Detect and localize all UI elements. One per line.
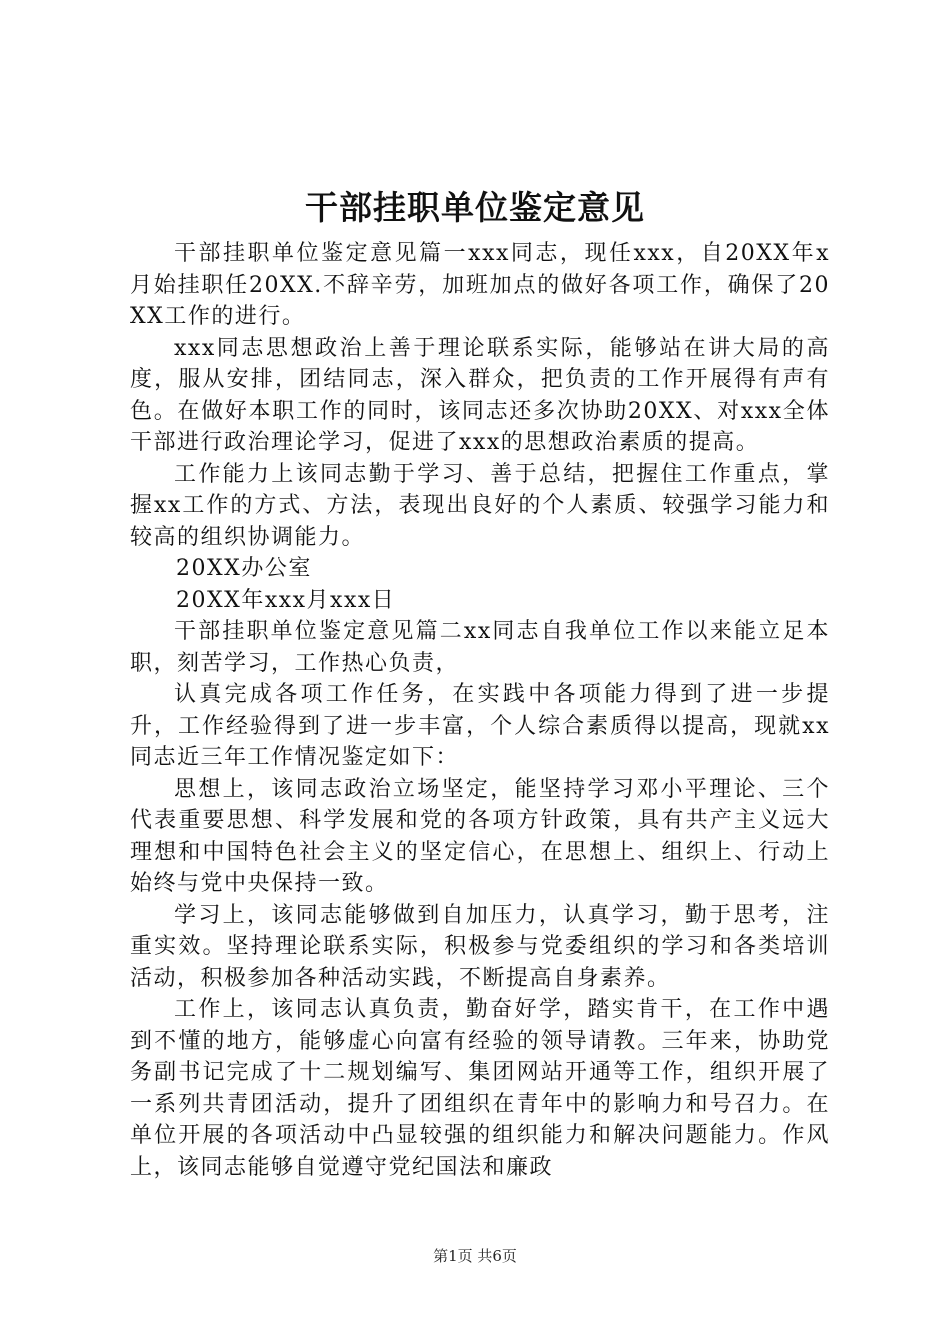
page-number-footer: 第1页 共6页: [433, 1247, 517, 1265]
paragraph-study: 学习上，该同志能够做到自加压力，认真学习，勤于思考，注重实效。坚持理论联系实际，积极参与党委组织的学习和各类培训活动，积极参加各种活动实践，不断提高自身素养。: [130, 902, 830, 991]
paragraph-intro-part-one: 干部挂职单位鉴定意见篇一xxx同志，现任xxx，自20XX年x月始挂职任20XX.不辞辛劳，加班加点的做好各项工作，确保了20XX工作的进行。: [130, 241, 830, 329]
paragraph-overview: 认真完成各项工作任务，在实践中各项能力得到了进一步提升，工作经验得到了进一步丰富，个人综合素质得以提高，现就xx同志近三年工作情况鉴定如下：: [130, 682, 830, 770]
paragraph-work-ability: 工作能力上该同志勤于学习、善于总结，把握住工作重点，掌握xx工作的方式、方法，表现出良好的个人素质、较强学习能力和较高的组织协调能力。: [130, 461, 830, 550]
signature-date: 20XX年xxx月xxx日: [176, 587, 396, 613]
paragraph-ideology: 思想上，该同志政治立场坚定，能坚持学习邓小平理论、三个代表重要思想、科学发展和党的各项方针政策，具有共产主义远大理想和中国特色社会主义的坚定信心，在思想上、组织上、行动上始终与党中央保持一致。: [130, 776, 830, 896]
paragraph-political-thought: xxx同志思想政治上善于理论联系实际，能够站在讲大局的高度，服从安排，团结同志，深入群众，把负责的工作开展得有声有色。在做好本职工作的同时，该同志还多次协助20XX、对xxx全体干部进行政治理论学习，促进了xxx的思想政治素质的提高。: [130, 335, 830, 455]
paragraph-intro-part-two: 干部挂职单位鉴定意见篇二xx同志自我单位工作以来能立足本职，刻苦学习，工作热心负责，: [130, 619, 830, 676]
signature-office: 20XX办公室: [176, 556, 312, 581]
paragraph-work: 工作上，该同志认真负责，勤奋好学，踏实肯干，在工作中遇到不懂的地方，能够虚心向富有经验的领导请教。三年来，协助党务副书记完成了十二规划编写、集团网站开通等工作，组织开展了一系列共青团活动，提升了团组织在青年中的影响力和号召力。在单位开展的各项活动中凸显较强的组织能力和解决问题能力。作风上，该同志能够自觉遵守党纪国法和廉政: [130, 997, 830, 1180]
document-body: [130, 238, 830, 1183]
document-title: 干部挂职单位鉴定意见: [305, 188, 645, 227]
